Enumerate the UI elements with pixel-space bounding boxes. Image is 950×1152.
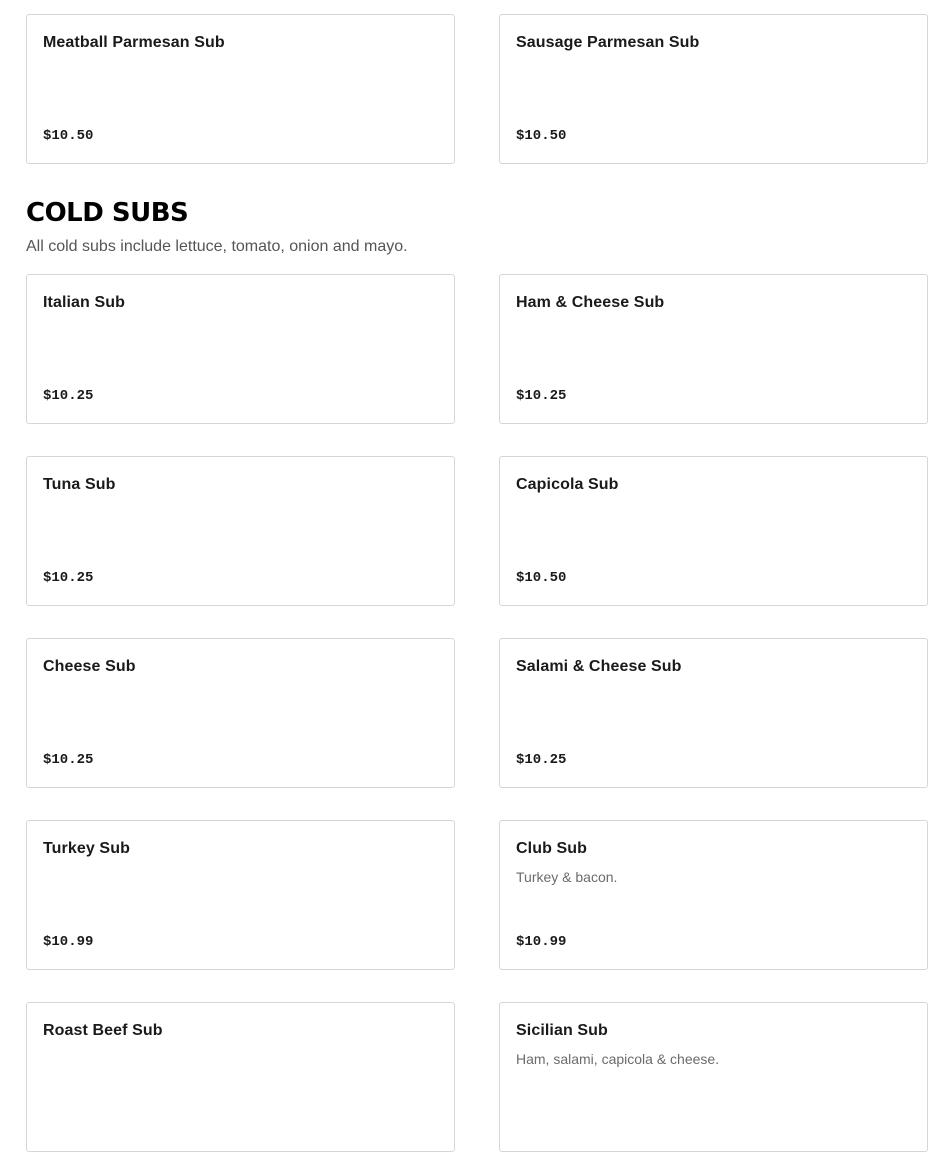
menu-item-price: $10.50 — [516, 128, 567, 144]
menu-item-name: Roast Beef Sub — [43, 1022, 163, 1039]
menu-item-card-turkey-sub[interactable] — [26, 820, 455, 970]
hot-subs-grid — [26, 14, 928, 164]
menu-item-name: Cheese Sub — [43, 658, 136, 675]
menu-item-description: Ham, salami, capicola & cheese. — [516, 1051, 720, 1067]
menu-item-card-sicilian-sub[interactable] — [499, 1002, 928, 1152]
menu-item-card-meatball-parmesan-sub[interactable] — [26, 14, 455, 164]
menu-item-price: $10.25 — [516, 388, 567, 404]
menu-item-price: $10.25 — [43, 388, 94, 404]
menu-item-card-italian-sub[interactable] — [26, 274, 455, 424]
menu-item-card-cheese-sub[interactable] — [26, 638, 455, 788]
menu-item-name: Sicilian Sub — [516, 1022, 608, 1039]
cold-subs-section — [26, 196, 928, 1152]
menu-item-price: $10.50 — [516, 570, 567, 586]
menu-item-name: Salami & Cheese Sub — [516, 658, 682, 675]
menu-item-price: $10.25 — [516, 752, 567, 768]
section-title: COLD SUBS — [26, 198, 189, 228]
menu-item-name: Italian Sub — [43, 294, 125, 311]
section-subtitle: All cold subs include lettuce, tomato, onion and mayo. — [26, 238, 408, 255]
menu-item-price: $10.25 — [43, 752, 94, 768]
menu-item-card-ham-cheese-sub[interactable] — [499, 274, 928, 424]
menu-item-card-club-sub[interactable] — [499, 820, 928, 970]
menu-item-card-roast-beef-sub[interactable] — [26, 1002, 455, 1152]
menu-item-name: Sausage Parmesan Sub — [516, 34, 700, 51]
menu-page — [26, 14, 928, 1152]
menu-item-card-sausage-parmesan-sub[interactable] — [499, 14, 928, 164]
menu-item-name: Meatball Parmesan Sub — [43, 34, 225, 51]
menu-item-name: Ham & Cheese Sub — [516, 294, 665, 311]
menu-item-description: Turkey & bacon. — [516, 869, 618, 885]
menu-item-name: Capicola Sub — [516, 476, 619, 493]
menu-item-name: Turkey Sub — [43, 840, 130, 857]
menu-item-name: Tuna Sub — [43, 476, 116, 493]
menu-item-card-tuna-sub[interactable] — [26, 456, 455, 606]
menu-item-card-capicola-sub[interactable] — [499, 456, 928, 606]
menu-item-price: $10.99 — [43, 934, 94, 950]
cold-subs-grid — [26, 274, 928, 1152]
menu-item-price: $10.25 — [43, 570, 94, 586]
menu-item-name: Club Sub — [516, 840, 588, 857]
menu-item-price: $10.50 — [43, 128, 94, 144]
menu-item-price: $10.99 — [516, 934, 567, 950]
menu-item-card-salami-cheese-sub[interactable] — [499, 638, 928, 788]
